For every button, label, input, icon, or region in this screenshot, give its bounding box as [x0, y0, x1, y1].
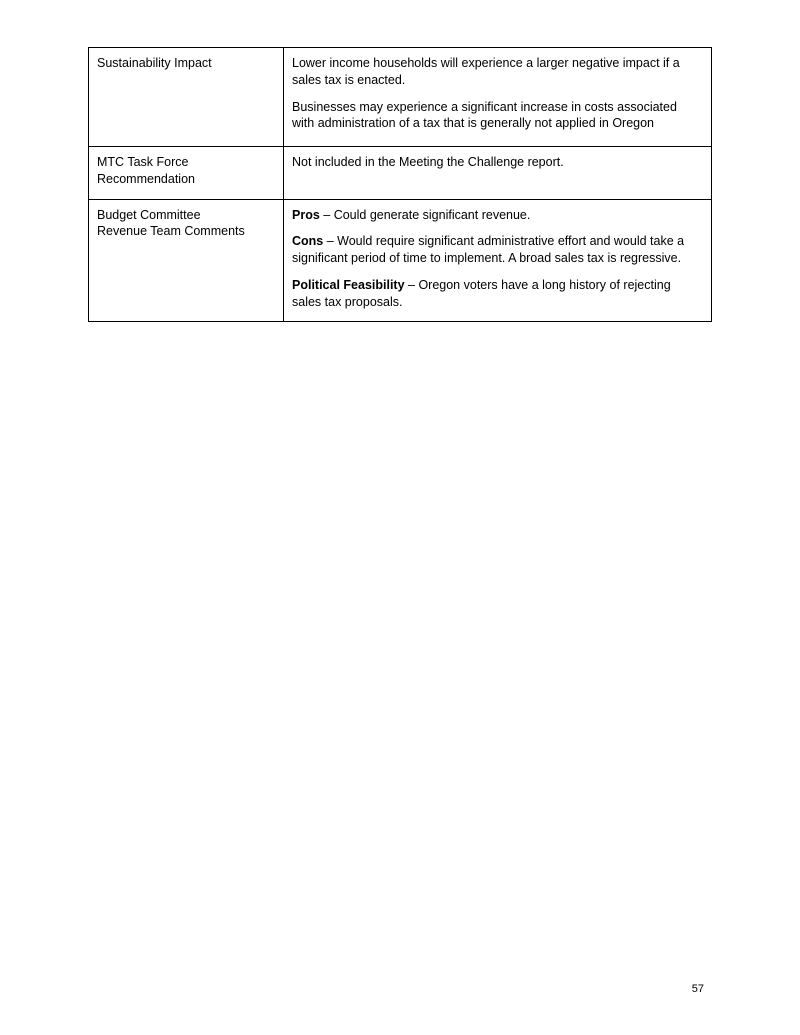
paragraph-text: – Oregon voters have a long history of rejecting sales tax proposals.: [292, 277, 671, 309]
table-row: [89, 199, 712, 322]
revenue-option-table: [88, 47, 712, 322]
paragraph-lead: Political Feasibility: [292, 277, 405, 292]
paragraph: Lower income households will experience a larger negative impact if a sales tax is enacted.: [292, 56, 680, 87]
row-content-cell: [284, 147, 712, 200]
row-label-cell: [89, 147, 284, 200]
page-number: 57: [691, 983, 704, 995]
row-content-cell: [284, 199, 712, 322]
row-label-cell: [89, 199, 284, 322]
paragraph-lead: Pros: [292, 207, 320, 222]
paragraph-lead: Cons: [292, 234, 324, 249]
row-content-cell: [284, 48, 712, 147]
row-label: Sustainability Impact: [97, 56, 212, 70]
paragraph: Not included in the Meeting the Challenge report.: [292, 155, 564, 169]
table-row: [89, 147, 712, 200]
paragraph-text: – Would require significant administrative effort and would take a significant period of time to implement. A broad sales tax is regressive.: [292, 234, 685, 265]
paragraph: Businesses may experience a significant increase in costs associated with administration of a tax that is generally not applied in Oregon: [292, 99, 677, 131]
row-label-cell: [89, 48, 284, 147]
row-label: Budget Committee Revenue Team Comments: [97, 207, 245, 239]
paragraph-text: – Could generate significant revenue.: [319, 207, 531, 222]
paragraph: [292, 233, 701, 267]
paragraph: [292, 207, 701, 224]
table-row: [89, 48, 712, 147]
row-label: MTC Task Force Recommendation: [97, 155, 195, 186]
paragraph: [292, 277, 701, 311]
